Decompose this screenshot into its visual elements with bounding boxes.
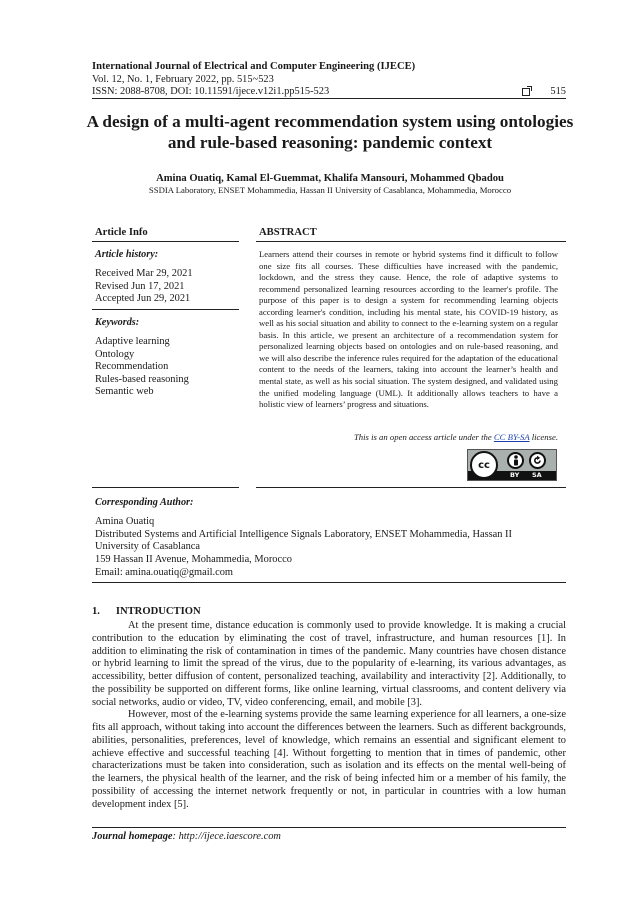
accepted-date: Accepted Jun 29, 2021 — [95, 293, 191, 304]
page-number: 515 — [550, 86, 566, 98]
author-university: University of Casablanca — [95, 541, 201, 553]
corresponding-heading: Corresponding Author: — [95, 497, 194, 508]
badge-sa-label: SA — [532, 471, 542, 479]
journal-header — [92, 61, 566, 99]
author-email[interactable]: Email: amina.ouatiq@gmail.com — [95, 566, 233, 578]
open-access-prefix: This is an open access article under the — [353, 432, 492, 442]
author-list: Amina Ouatiq, Kamal El-Guemmat, Khalifa Mansouri, Mohammed Qbadou — [156, 173, 504, 184]
introduction-heading: 1. INTRODUCTION — [92, 606, 201, 617]
author-name: Amina Ouatiq — [95, 516, 155, 527]
author-address: 159 Hassan II Avenue, Mohammedia, Morocco — [95, 554, 292, 566]
person-icon — [511, 455, 521, 467]
keyword: Ontology — [95, 348, 135, 360]
abstract-bottom-rule — [256, 487, 566, 488]
homepage-label: Journal homepage — [92, 831, 173, 842]
received-date: Received Mar 29, 2021 — [95, 268, 193, 279]
open-access-suffix: license. — [531, 432, 558, 442]
keyword: Rules-based reasoning — [95, 373, 189, 385]
history-rule — [92, 309, 239, 310]
keyword: Adaptive learning — [95, 336, 170, 347]
keyword: Recommendation — [95, 361, 169, 372]
share-alike-icon — [529, 452, 546, 469]
page-number-group — [522, 86, 566, 99]
abstract-rule — [256, 241, 566, 242]
cc-logo-icon — [470, 451, 498, 479]
keyword-list — [95, 336, 189, 399]
issn-line: ISSN: 2088-8708, DOI: 10.11591/ijece.v12i1.pp515-523 — [92, 86, 330, 98]
abstract-text: Learners attend their courses in remote or hybrid systems find it difficult to follow one size fits all courses. These difficulties have increased with the pandemic, lockdown, and the stress they cause. Hence, the role of adaptive systems to recommend personalized learning resources according to the learner's profile. The purpose of this paper is to design a system for recommending learning objects according learner's condition, including his mental state, his COVID-19 history, as well as his social situation and ability to connect to the e-learning system on a regular basis. In this article, we present an architecture of a recommendation system for personalized learning objects based on ontologies and on rule-based reasoning, and we will also describe the inference rules required for the adaptation of the educational content to the needs of the learners, taking into account the learner’s health and mental state, as well as his social situation. The system designed, and validated using the unified modeling language (UML). It additionally allows teachers to have a holistic view of learners’ progress and situations. — [259, 249, 558, 410]
paragraph: At the present time, distance education is commonly used to provide knowledge. It is making a crucial contribution to the education by eliminating the cost of travel, infrastructure, and human resources [1]. In addition to eliminating the risk of contamination in times of the pandemic. Many countries have chosen distance or hybrid learning to limit the spread of the virus, due to the popularity of e-learning, its various advantages, as accessibility, better diffusion of content, personalized teaching, availability and interactivity [2]. Additionally, to the possibility be supported on different forms, like online learning, virtual classrooms, and content delivery via social networks, audio or video, TV, video conferencing, email, and mobile [3]. — [92, 620, 566, 708]
abstract-heading: ABSTRACT — [259, 227, 317, 238]
share-alike-arrow-icon — [532, 455, 543, 466]
cc-by-sa-badge[interactable] — [467, 449, 557, 481]
homepage-url[interactable]: : http://ijece.iaescore.com — [172, 831, 281, 842]
introduction-body — [92, 620, 566, 811]
journal-homepage — [92, 831, 281, 842]
corresponding-author-block — [95, 516, 565, 580]
paper-title: A design of a multi-agent recommendation system using ontologies and rule-based reasoning: pandemic context — [86, 112, 574, 152]
article-info-rule — [92, 241, 239, 242]
affiliation: SSDIA Laboratory, ENSET Mohammedia, Hassan II University of Casablanca, Mohammedia, Morocco — [148, 185, 512, 195]
keyword: Semantic web — [95, 386, 154, 397]
article-history-heading: Article history: — [95, 249, 159, 260]
external-link-icon — [522, 88, 530, 96]
journal-name: International Journal of Electrical and Computer Engineering (IJECE) — [92, 61, 416, 72]
article-info-heading: Article Info — [95, 227, 148, 238]
header-rule — [92, 98, 566, 99]
open-access-note — [259, 432, 558, 443]
footer-rule — [92, 827, 566, 828]
info-bottom-rule — [92, 487, 239, 488]
license-link[interactable]: CC BY-SA — [493, 432, 530, 442]
attribution-icon — [507, 452, 524, 469]
cc-logo-text: cc — [478, 459, 490, 471]
volume-line: Vol. 12, No. 1, February 2022, pp. 515~523 — [92, 73, 274, 85]
keywords-heading: Keywords: — [95, 317, 140, 328]
history-dates — [95, 268, 193, 306]
corresponding-rule — [92, 582, 566, 583]
revised-date: Revised Jun 17, 2021 — [95, 280, 185, 292]
author-lab: Distributed Systems and Artificial Intelligence Signals Laboratory, ENSET Mohammedia, Hassan II — [95, 528, 512, 540]
issn-row — [92, 86, 566, 99]
badge-by-label: BY — [510, 471, 520, 479]
paragraph: However, most of the e-learning systems provide the same learning experience for all learners, a one-size fits all approach, without taking into account the differences between the learners. Such as different backgrounds, abilities, personalities, preferences, level of knowledge, which remains an essential and significant element to achieve effective and successful teaching [4]. Without forgetting to mention that in times of pandemic, other characterizations must be taken into consideration, such as isolation and its effects on the mental well-being of the learners, the physical health of the learner, and the risk of being infected him or a member of his family, the possibility of accessing the internet network frequently or not, in particular in countries with a low human development index [5]. — [92, 709, 566, 810]
